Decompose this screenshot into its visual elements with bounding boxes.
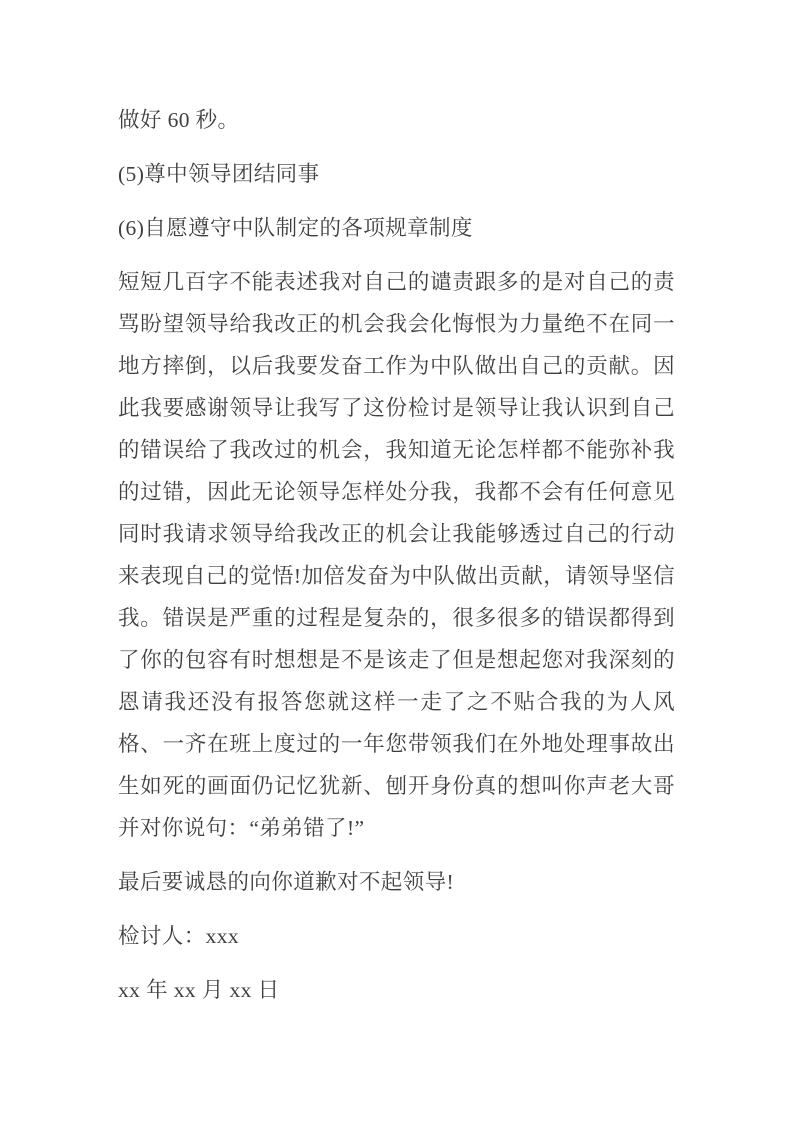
date-line: xx 年 xx 月 xx 日 bbox=[118, 978, 280, 1002]
body-paragraph: 短短几百字不能表述我对自己的谴责跟多的是对自己的责骂盼望领导给我改正的机会我会化悔恨为力量绝不在同一地方摔倒，以后我要发奋工作为中队做出自己的贡献。因此我要感谢领导让我写了这份检讨是领导让我认识到自己的错误给了我改过的机会，我知道无论怎样都不能弥补我的过错，因此无论领导怎样处分我，我都不会有任何意见同时我请求领导给我改正的机会让我能够透过自己的行动来表现自己的觉悟!加倍发奋为中队做出贡献，请领导坚信我。错误是严重的过程是复杂的，很多很多的错误都得到了你的包容有时想想是不是该走了但是想起您对我深刻的恩请我还没有报答您就这样一走了之不贴合我的为人风格、一齐在班上度过的一年您带领我们在外地处理事故出生如死的画面仍记忆犹新、刨开身份真的想叫你声老大哥并对你说句：“弟弟错了!” bbox=[118, 270, 675, 840]
closing-apology-line: 最后要诚恳的向你道歉对不起领导! bbox=[118, 870, 455, 894]
body-continuation-line: 做好 60 秒。 bbox=[118, 108, 240, 132]
signature-line: 检讨人：xxx bbox=[118, 924, 240, 948]
numbered-item-5: (5)尊中领导团结同事 bbox=[118, 162, 320, 186]
numbered-item-6: (6)自愿遵守中队制定的各项规章制度 bbox=[118, 216, 473, 240]
